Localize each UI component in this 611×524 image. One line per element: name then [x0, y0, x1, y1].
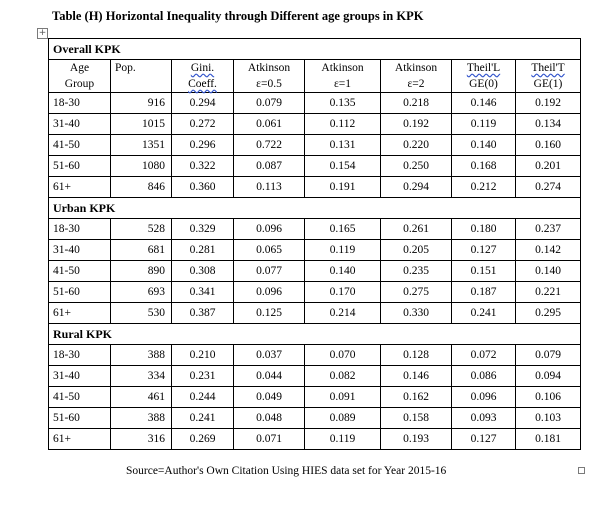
gini-cell: 0.294: [172, 93, 234, 114]
table-body: [49, 39, 581, 450]
theil-t-cell: 0.181: [516, 429, 581, 450]
table-row: [49, 135, 581, 156]
gini-cell: 0.244: [172, 387, 234, 408]
theil-t-cell: 0.201: [516, 156, 581, 177]
header-atkinson-0-5: [234, 60, 305, 93]
gini-cell: 0.296: [172, 135, 234, 156]
pop-cell: 1015: [111, 114, 172, 135]
gini-cell: 0.322: [172, 156, 234, 177]
atkinson-2-cell: 0.235: [381, 261, 452, 282]
header-age-group: [49, 60, 111, 93]
age-group-cell: 51-60: [49, 282, 111, 303]
table-row: [49, 387, 581, 408]
atkinson-1-cell: 0.154: [305, 156, 381, 177]
section-row: [49, 39, 581, 60]
age-group-cell: 31-40: [49, 114, 111, 135]
table-move-handle-icon[interactable]: +: [38, 28, 47, 38]
atkinson-1-cell: 0.191: [305, 177, 381, 198]
gini-cell: 0.269: [172, 429, 234, 450]
header-atkinson-2: [381, 60, 452, 93]
table-row: [49, 282, 581, 303]
section-label: Urban KPK: [49, 198, 581, 219]
age-group-cell: 41-50: [49, 135, 111, 156]
atkinson-1-cell: 0.119: [305, 240, 381, 261]
atkinson-1-cell: 0.112: [305, 114, 381, 135]
header-pop: Pop.: [111, 60, 172, 93]
table-resize-handle[interactable]: [578, 467, 585, 474]
age-group-cell: 61+: [49, 429, 111, 450]
theil-l-cell: 0.127: [452, 240, 516, 261]
theil-t-cell: 0.103: [516, 408, 581, 429]
atkinson-2-cell: 0.250: [381, 156, 452, 177]
table-row: [49, 114, 581, 135]
atkinson-0-5-cell: 0.065: [234, 240, 305, 261]
header-line-2: ε=2: [407, 78, 425, 90]
table-row: [49, 261, 581, 282]
age-group-cell: 51-60: [49, 156, 111, 177]
theil-l-cell: 0.140: [452, 135, 516, 156]
atkinson-0-5-cell: 0.071: [234, 429, 305, 450]
section-row: [49, 324, 581, 345]
section-row: [49, 198, 581, 219]
header-line-1: Atkinson: [247, 62, 291, 74]
pop-cell: 388: [111, 345, 172, 366]
header-atkinson-1: [305, 60, 381, 93]
pop-cell: 1080: [111, 156, 172, 177]
atkinson-2-cell: 0.261: [381, 219, 452, 240]
theil-t-cell: 0.134: [516, 114, 581, 135]
pop-cell: 693: [111, 282, 172, 303]
atkinson-0-5-cell: 0.061: [234, 114, 305, 135]
pop-cell: 530: [111, 303, 172, 324]
header-line-1: Theil'L: [466, 62, 501, 74]
atkinson-0-5-cell: 0.049: [234, 387, 305, 408]
atkinson-0-5-cell: 0.722: [234, 135, 305, 156]
atkinson-0-5-cell: 0.087: [234, 156, 305, 177]
theil-t-cell: 0.079: [516, 345, 581, 366]
theil-l-cell: 0.096: [452, 387, 516, 408]
theil-t-cell: 0.295: [516, 303, 581, 324]
table-row: [49, 345, 581, 366]
theil-l-cell: 0.180: [452, 219, 516, 240]
atkinson-2-cell: 0.193: [381, 429, 452, 450]
table-row: [49, 156, 581, 177]
table-title: Table (H) Horizontal Inequality through Different age groups in KPK: [52, 9, 424, 23]
atkinson-1-cell: 0.082: [305, 366, 381, 387]
pop-cell: 681: [111, 240, 172, 261]
table-row: [49, 366, 581, 387]
header-line-2: Coeff.: [188, 78, 217, 90]
header-line-1: Atkinson: [394, 62, 438, 74]
age-group-cell: 18-30: [49, 93, 111, 114]
pop-cell: 461: [111, 387, 172, 408]
header-line-2: GE(0): [469, 78, 498, 90]
theil-l-cell: 0.093: [452, 408, 516, 429]
atkinson-2-cell: 0.146: [381, 366, 452, 387]
gini-cell: 0.241: [172, 408, 234, 429]
source-note: Source=Author's Own Citation Using HIES data set for Year 2015-16: [126, 465, 447, 477]
age-group-cell: 31-40: [49, 240, 111, 261]
age-group-cell: 31-40: [49, 366, 111, 387]
gini-cell: 0.360: [172, 177, 234, 198]
theil-t-cell: 0.274: [516, 177, 581, 198]
pop-cell: 846: [111, 177, 172, 198]
atkinson-0-5-cell: 0.125: [234, 303, 305, 324]
table-row: [49, 177, 581, 198]
pop-cell: 334: [111, 366, 172, 387]
theil-l-cell: 0.168: [452, 156, 516, 177]
atkinson-2-cell: 0.220: [381, 135, 452, 156]
gini-cell: 0.231: [172, 366, 234, 387]
header-line-1: Age: [69, 62, 90, 74]
gini-cell: 0.308: [172, 261, 234, 282]
theil-l-cell: 0.086: [452, 366, 516, 387]
header-line-2: ε=1: [333, 78, 352, 90]
atkinson-1-cell: 0.091: [305, 387, 381, 408]
theil-l-cell: 0.187: [452, 282, 516, 303]
atkinson-0-5-cell: 0.037: [234, 345, 305, 366]
gini-cell: 0.329: [172, 219, 234, 240]
atkinson-2-cell: 0.158: [381, 408, 452, 429]
atkinson-0-5-cell: 0.048: [234, 408, 305, 429]
atkinson-0-5-cell: 0.044: [234, 366, 305, 387]
theil-t-cell: 0.192: [516, 93, 581, 114]
atkinson-0-5-cell: 0.079: [234, 93, 305, 114]
header-line-1: Theil'T: [531, 62, 565, 74]
atkinson-1-cell: 0.135: [305, 93, 381, 114]
header-gini: [172, 60, 234, 93]
atkinson-0-5-cell: 0.113: [234, 177, 305, 198]
age-group-cell: 41-50: [49, 387, 111, 408]
atkinson-1-cell: 0.214: [305, 303, 381, 324]
age-group-cell: 61+: [49, 177, 111, 198]
pop-cell: 1351: [111, 135, 172, 156]
theil-t-cell: 0.237: [516, 219, 581, 240]
atkinson-1-cell: 0.070: [305, 345, 381, 366]
theil-l-cell: 0.072: [452, 345, 516, 366]
table-row: [49, 408, 581, 429]
gini-cell: 0.210: [172, 345, 234, 366]
pop-cell: 388: [111, 408, 172, 429]
age-group-cell: 18-30: [49, 345, 111, 366]
gini-cell: 0.387: [172, 303, 234, 324]
header-line-1: Gini.: [190, 62, 215, 74]
atkinson-1-cell: 0.165: [305, 219, 381, 240]
atkinson-1-cell: 0.140: [305, 261, 381, 282]
atkinson-2-cell: 0.218: [381, 93, 452, 114]
section-label: Rural KPK: [49, 324, 581, 345]
theil-l-cell: 0.119: [452, 114, 516, 135]
theil-t-cell: 0.142: [516, 240, 581, 261]
theil-l-cell: 0.241: [452, 303, 516, 324]
atkinson-2-cell: 0.275: [381, 282, 452, 303]
atkinson-1-cell: 0.119: [305, 429, 381, 450]
atkinson-0-5-cell: 0.096: [234, 282, 305, 303]
atkinson-2-cell: 0.330: [381, 303, 452, 324]
age-group-cell: 18-30: [49, 219, 111, 240]
table-row: [49, 240, 581, 261]
section-label: Overall KPK: [49, 39, 581, 60]
theil-t-cell: 0.140: [516, 261, 581, 282]
atkinson-2-cell: 0.192: [381, 114, 452, 135]
atkinson-0-5-cell: 0.096: [234, 219, 305, 240]
theil-t-cell: 0.221: [516, 282, 581, 303]
atkinson-1-cell: 0.170: [305, 282, 381, 303]
header-theil-l: [452, 60, 516, 93]
inequality-table: [48, 38, 581, 450]
atkinson-2-cell: 0.205: [381, 240, 452, 261]
header-theil-t: [516, 60, 581, 93]
gini-cell: 0.272: [172, 114, 234, 135]
atkinson-2-cell: 0.128: [381, 345, 452, 366]
column-header-row: [49, 60, 581, 93]
theil-t-cell: 0.106: [516, 387, 581, 408]
table-row: [49, 219, 581, 240]
gini-cell: 0.281: [172, 240, 234, 261]
age-group-cell: 61+: [49, 303, 111, 324]
atkinson-1-cell: 0.089: [305, 408, 381, 429]
theil-t-cell: 0.160: [516, 135, 581, 156]
table-row: [49, 429, 581, 450]
header-line-2: ε=0.5: [256, 78, 282, 90]
pop-cell: 528: [111, 219, 172, 240]
age-group-cell: 51-60: [49, 408, 111, 429]
theil-l-cell: 0.146: [452, 93, 516, 114]
table-row: [49, 93, 581, 114]
table-row: [49, 303, 581, 324]
atkinson-2-cell: 0.294: [381, 177, 452, 198]
pop-cell: 916: [111, 93, 172, 114]
atkinson-2-cell: 0.162: [381, 387, 452, 408]
atkinson-0-5-cell: 0.077: [234, 261, 305, 282]
header-line-2: GE(1): [533, 78, 563, 90]
pop-cell: 890: [111, 261, 172, 282]
age-group-cell: 41-50: [49, 261, 111, 282]
theil-l-cell: 0.212: [452, 177, 516, 198]
pop-cell: 316: [111, 429, 172, 450]
theil-t-cell: 0.094: [516, 366, 581, 387]
atkinson-1-cell: 0.131: [305, 135, 381, 156]
gini-cell: 0.341: [172, 282, 234, 303]
theil-l-cell: 0.127: [452, 429, 516, 450]
header-line-2: Group: [64, 78, 95, 90]
theil-l-cell: 0.151: [452, 261, 516, 282]
header-line-1: Atkinson: [321, 62, 364, 74]
